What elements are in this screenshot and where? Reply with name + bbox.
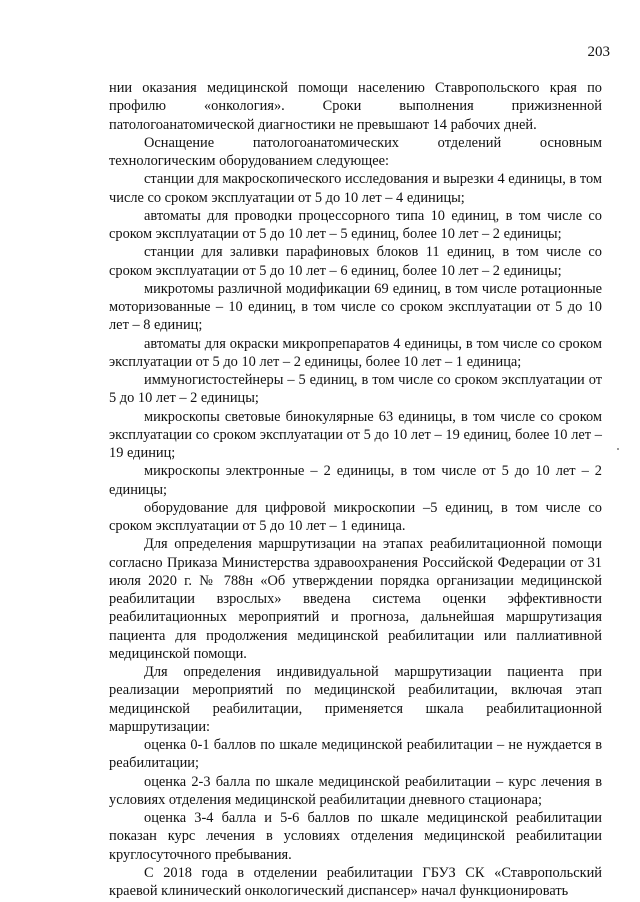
list-item-microtomes: микротомы различной модификации 69 единиц, в том числе ротационные моторизованные – 10 единиц, в том числе со сроком эксплуатации от 5 до 10 лет – 8 единиц; [109,280,602,334]
paragraph-rehabilitation-department: С 2018 года в отделении реабилитации ГБУЗ СК «Ставропольский краевой клинический онкологический диспансер» начал функционировать [109,864,602,899]
list-item-digital-microscopy: оборудование для цифровой микроскопии –5 единиц, в том числе со сроком эксплуатации от 5 до 10 лет – 1 единица. [109,499,602,534]
paragraph-continuation: нии оказания медицинской помощи населению Ставропольского края по профилю «онкология». Сроки выполнения прижизненной патологоанатомической диагностики не превышают 14 рабочих дней. [109,80,602,133]
list-item-grossing-stations: станции для макроскопического исследования и вырезки 4 единицы, в том числе со сроком эксплуатации от 5 до 10 лет – 4 единицы; [109,171,602,206]
paragraph-equipment-intro: Оснащение патологоанатомических отделений основным технологическим оборудованием следующее: [109,134,602,169]
body-text [109,79,602,900]
list-item-tissue-processors: автоматы для проводки процессорного типа 10 единиц, в том числе со сроком эксплуатации от 5 до 10 лет – 5 единиц, более 10 лет – 2 единицы; [109,207,602,242]
paragraph-routing-scale: Для определения индивидуальной маршрутизации пациента при реализации мероприятий по медицинской реабилитации, включая этап медицинской реабилитации, применяется шкала реабилитационной маршрутизации: [109,664,602,735]
list-item-light-microscopes: микроскопы световые бинокулярные 63 единицы, в том числе со сроком эксплуатации со сроком эксплуатации от 5 до 10 лет – 19 единиц, более 10 лет – 19 единиц; [109,408,602,461]
list-item-electron-microscopes: микроскопы электронные – 2 единицы, в том числе от 5 до 10 лет – 2 единицы; [109,463,602,498]
list-item-staining-machines: автоматы для окраски микропрепаратов 4 единицы, в том числе со сроком эксплуатации от 5 до 10 лет – 2 единицы, более 10 лет – 1 единица; [109,335,602,370]
list-item-embedding-stations: станции для заливки парафиновых блоков 11 единиц, в том числе со сроком эксплуатации от 5 до 10 лет – 6 единиц, более 10 лет – 2 единицы; [109,244,602,279]
paragraph-rehabilitation-routing: Для определения маршрутизации на этапах реабилитационной помощи согласно Приказа Министерства здравоохранения Российской Федерации от 31 июля 2020 г. № 788н «Об утверждении порядка организации медицинской реабилитации взрослых» введена система оценки эффективности реабилитационных мероприятий и прогноза, дальнейшая маршрутизация пациента для продолжения медицинской реабилитации или паллиативной медицинской помощи. [109,536,602,662]
list-item-immunostainers: иммуногистостейнеры – 5 единиц, в том числе со сроком эксплуатации от 5 до 10 лет – 2 единицы; [109,372,602,407]
page-number: 203 [587,44,610,60]
list-item-score-3-6: оценка 3-4 балла и 5-6 баллов по шкале медицинской реабилитации показан курс лечения в условиях отделения медицинской реабилитации круглосуточного пребывания. [109,810,602,863]
list-item-score-2-3: оценка 2-3 балла по шкале медицинской реабилитации – курс лечения в условиях отделения медицинской реабилитации дневного стационара; [109,773,602,808]
scan-speck [617,448,619,450]
list-item-score-0-1: оценка 0-1 баллов по шкале медицинской реабилитации – не нуждается в реабилитации; [109,737,602,772]
